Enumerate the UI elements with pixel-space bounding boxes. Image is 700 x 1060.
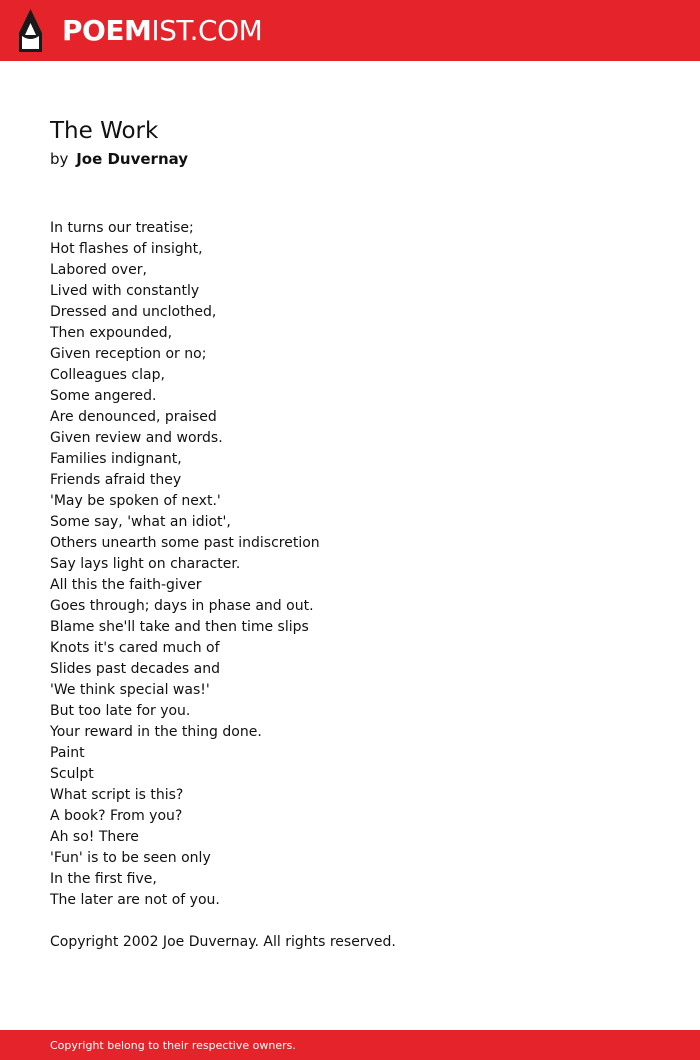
poem-body [50,218,320,911]
poem-line: Given review and words. [50,430,223,446]
poem-line: Say lays light on character. [50,556,241,572]
poem-line: Blame she'll take and then time slips [50,619,309,635]
poem-line: What script is this? [50,787,184,803]
poem-line: But too late for you. [50,703,191,719]
poem-line: All this the faith-giver [50,577,202,593]
poem-line: Families indignant, [50,451,182,467]
poem-line: Hot flashes of insight, [50,241,203,257]
pencil-icon[interactable] [17,9,44,52]
logo-light-text: IST.COM [151,14,263,47]
poem-line: 'Fun' is to be seen only [50,850,211,866]
by-label: by [50,150,69,168]
poem-line: Given reception or no; [50,346,207,362]
poem-line: In the first five, [50,871,157,887]
poem-line: The later are not of you. [50,892,220,908]
poem-line: Some say, 'what an idiot', [50,514,231,530]
logo-bold-text: POEM [62,14,152,47]
poem-line: In turns our treatise; [50,220,194,236]
poem-line: Lived with constantly [50,283,200,299]
poem-title: The Work [50,118,159,144]
poem-line: Colleagues clap, [50,367,165,383]
poem-line: A book? From you? [50,808,183,824]
site-footer [0,1030,700,1060]
poem-line: 'May be spoken of next.' [50,493,221,509]
poem-line: 'We think special was!' [50,682,210,698]
poem-line: Some angered. [50,388,157,404]
poem-line: Knots it's cared much of [50,640,220,656]
poem-line: Friends afraid they [50,472,182,488]
poem-line: Ah so! There [50,829,139,845]
footer-copyright: Copyright belong to their respective owners. [50,1039,296,1052]
poem-line: Paint [50,745,85,761]
poem-line: Goes through; days in phase and out. [50,598,314,614]
site-logo-link[interactable] [62,11,262,51]
author-name: Joe Duvernay [76,150,189,168]
poem-copyright: Copyright 2002 Joe Duvernay. All rights reserved. [50,934,396,950]
poem-line: Are denounced, praised [50,409,217,425]
poem-line: Labored over, [50,262,147,278]
poem-line: Slides past decades and [50,661,220,677]
poem-line: Others unearth some past indiscretion [50,535,320,551]
poem-line: Sculpt [50,766,94,782]
poem-line: Your reward in the thing done. [50,724,262,740]
poem-line: Then expounded, [50,325,173,341]
poem-byline [50,148,188,170]
poem-line: Dressed and unclothed, [50,304,217,320]
site-header [0,0,700,61]
